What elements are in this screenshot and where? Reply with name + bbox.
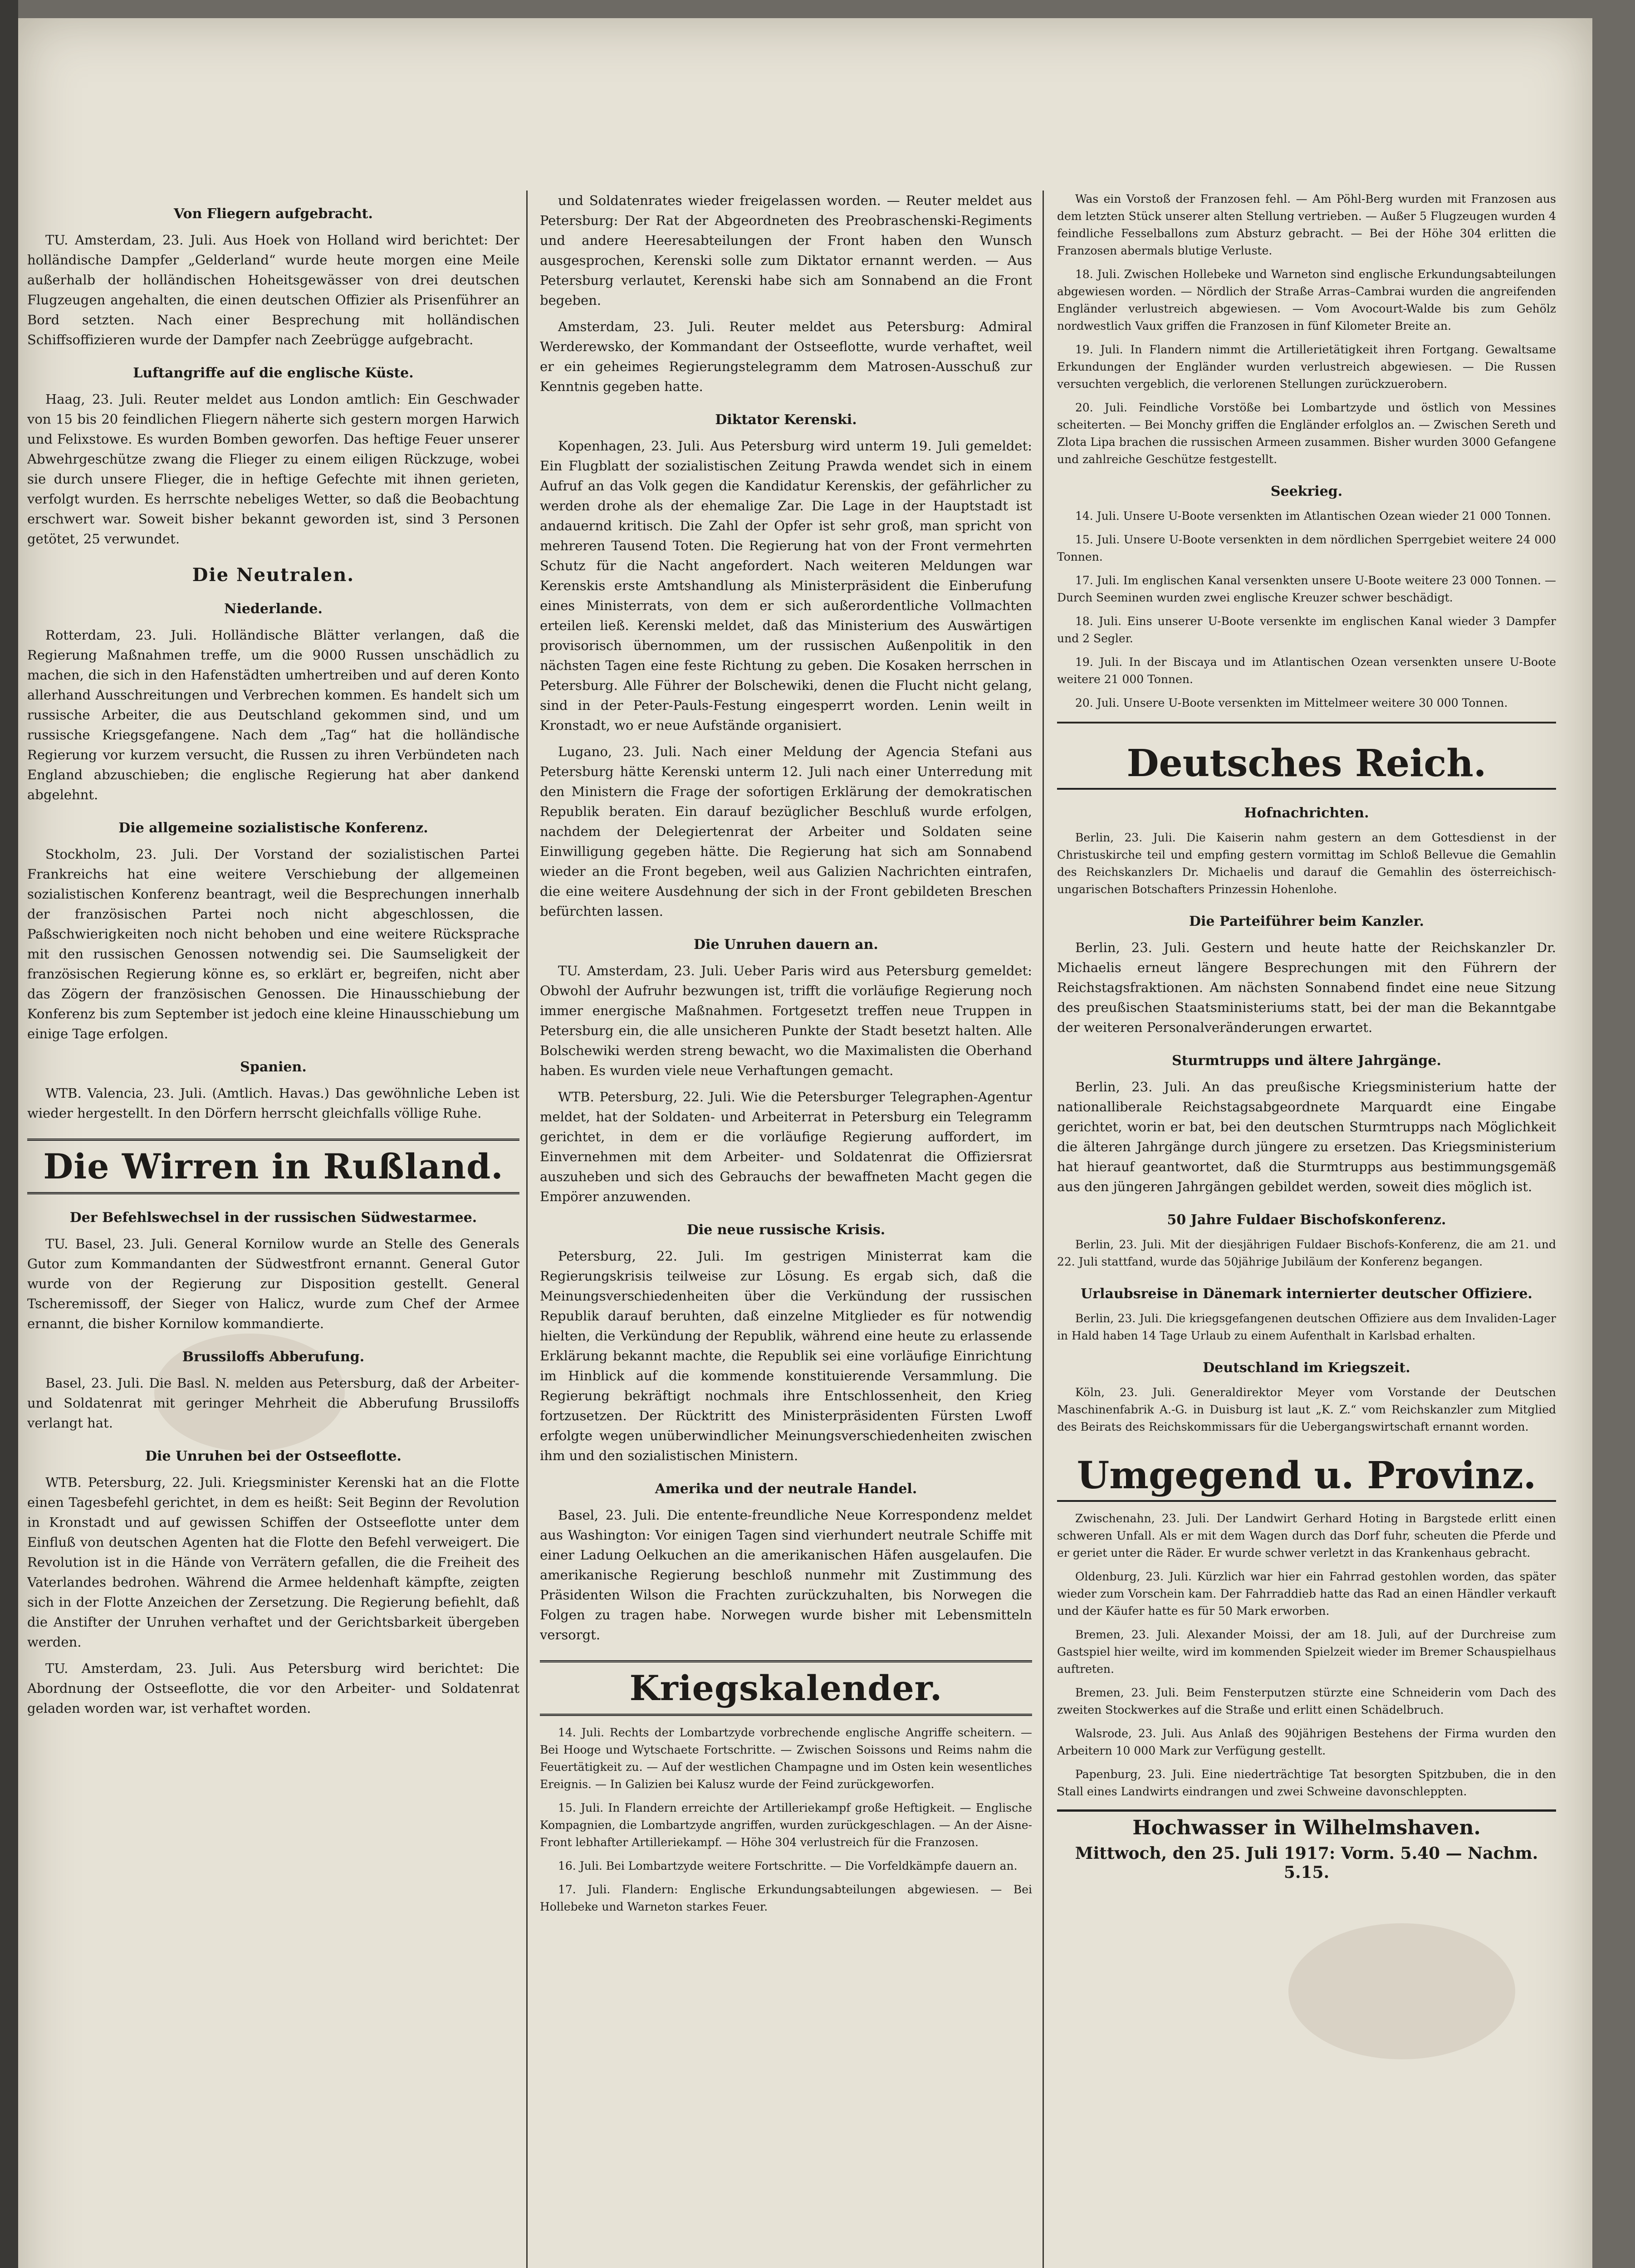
calendar-entry: Was ein Vorstoß der Franzosen fehl. — Am Pöhl-Berg wurden mit Franzosen aus dem letzten Stück unserer alten Stellung vertrieben. — Außer 5 Flugzeugen wurden 4 feindliche Fesselballons zum Absturz gebracht. — Bei der Höhe 304 erlitten die Franzosen abermals blutige Verluste.: [1057, 192, 1556, 257]
column-rule-1: [526, 191, 528, 2268]
heading-brussiloff: Brussiloffs Abberufung.: [182, 1349, 365, 1365]
article-text: TU. Basel, 23. Juli. General Kornilow wurde an Stelle des Generals Gutor zum Kommandanten der Südwestfront ernannt. General Gutor wurde von der Regierung zur Disposition gestellt. General Tscheremissoff, der Sieger von Halicz, wurde zum Chef der Armee ernannt, die bisher Kornilow kommandierte.: [27, 1236, 519, 1331]
article-text: WTB. Petersburg, 22. Juli. Kriegsminister Kerenski hat an die Flotte einen Tagesbefehl gerichtet, in dem es heißt: Seit Beginn der Revolution in Kronstadt und auf gewissen Schiffen der Ostseeflotte unter dem Einfluß von deutschen Agenten hat die Flotte den Befehl verweigert. Die Revolution ist in die Hände von Verrätern gefallen, die die Freiheit des Vaterlandes bedrohen. Während die Armee heldenhaft kämpfte, zeigten sich in der Flotte Anzeichen der Zersetzung. Die Regierung befiehlt, daß die Anstifter der Unruhen verhaftet und der Gerichtsbarkeit übergeben werden.: [27, 1475, 519, 1650]
heading-seekrieg: Seekrieg.: [1270, 484, 1343, 499]
calendar-entry: 18. Juli. Eins unserer U-Boote versenkte im englischen Kanal wieder 3 Dampfer und 2 Segler.: [1057, 615, 1556, 645]
calendar-entry: 15. Juli. In Flandern erreichte der Artilleriekampf große Heftigkeit. — Englische Kompagnien, die Lombartzyde angriffen, wurden zurückgeschlagen. — An der Aisne-Front lebhafter Artilleriekampf. — Höhe 304 verlustreich für die Franzosen.: [540, 1801, 1032, 1849]
article-text: Basel, 23. Juli. Die Basl. N. melden aus Petersburg, daß der Arbeiter- und Soldatenrat mit geringer Mehrheit die Abberufung Brussiloffs verlangt hat.: [27, 1375, 519, 1431]
heading-sozialistische-konferenz: Die allgemeine sozialistische Konferenz.: [118, 820, 428, 836]
article-text: Berlin, 23. Juli. An das preußische Kriegsministerium hatte der nationalliberale Reichstagsabgeordnete Marquardt eine Eingabe gerichtet, worin er bat, bei den deutschen Sturmtrupps nach Möglichkeit die älteren Jahrgänge durch jüngere zu ersetzen. Das Kriegsministerium hat hierauf geantwortet, daß die Sturmtrupps aus bestimmungsgemäß aus den jüngeren Jahrgängen gebildet werden, soweit dies möglich ist.: [1057, 1079, 1556, 1194]
heading-parteifuehrer: Die Parteiführer beim Kanzler.: [1189, 914, 1424, 929]
article-text: Kopenhagen, 23. Juli. Aus Petersburg wird unterm 19. Juli gemeldet: Ein Flugblatt der sozialistischen Zeitung Prawda wendet sich in einem Aufruf an das Volk gegen die Kandidatur Kerenskis, der gefährlicher zu werden drohe als der ehemalige Zar. Die Lage in der Hauptstadt ist andauernd kritisch. Die Zahl der Opfer ist sehr groß, man spricht von mehreren Tausend Toten. Die Regierung hat von der Front vermehrten Schutz für die Nacht angefordert. Nach weiteren Meldungen war Kerenskis erste Amtshandlung als Ministerpräsident die Einberufung eines Ministerrats, von dem er sich außerordentliche Vollmachten erteilen ließ. Kerenski meldet, daß das Ministerium des Auswärtigen provisorisch übernommen, um der russischen Außenpolitik in den nächsten Tagen eine feste Richtung zu geben. Die Kosaken herrschen in Petersburg. Alle Führer der Bolschewiki, denen die Flucht nicht gelang, sind in der Peter-Pauls-Festung eingesperrt worden. Lenin weilt in Kronstadt, wo er neue Aufstände organisiert.: [540, 438, 1032, 733]
article-text: Papenburg, 23. Juli. Eine niederträchtige Tat besorgten Spitzbuben, die in den Stall eines Landwirts eindrangen und zwei Schweine davonschleppten.: [1057, 1768, 1556, 1798]
article-text: Berlin, 23. Juli. Mit der diesjährigen Fuldaer Bischofs-Konferenz, die am 21. und 22. Juli stattfand, wurde das 50jährige Jubiläum der Konferenz begangen.: [1057, 1238, 1556, 1268]
tide-times: Mittwoch, den 25. Juli 1917: Vorm. 5.40 — Nachm. 5.15.: [1075, 1844, 1538, 1882]
heading-unruhen-dauern-an: Die Unruhen dauern an.: [694, 937, 878, 953]
heading-bischofskonferenz: 50 Jahre Fuldaer Bischofskonferenz.: [1167, 1212, 1446, 1228]
scan-edge-strip: [0, 0, 18, 2268]
article-text: Stockholm, 23. Juli. Der Vorstand der sozialistischen Partei Frankreichs hat eine weitere Verschiebung der allgemeinen sozialistischen Konferenz beantragt, weil die Besprechungen innerhalb der französischen Partei noch nicht abgeschlossen, die Paßschwierigkeiten noch nicht behoben und eine weitere Rücksprache mit den russischen Genossen notwendig sei. Die Saumseligkeit der französischen Regierung könne es, so erklärt er, begreifen, nicht aber das Zögern der französischen Genossen. Die Hinausschiebung der Konferenz bis zum September ist jedoch eine kleine Hinausschiebung um einige Tage erfolgen.: [27, 846, 519, 1041]
calendar-entry: 19. Juli. In der Biscaya und im Atlantischen Ozean versenkten unsere U-Boote weitere 21 000 Tonnen.: [1057, 655, 1556, 686]
column-3: [1057, 191, 1556, 2268]
article-text: Petersburg, 22. Juli. Im gestrigen Ministerrat kam die Regierungskrisis teilweise zur Lösung. Es ergab sich, daß die Meinungsverschiedenheiten über die Verkündung der russischen Republik darauf beruhten, daß einzelne Mitglieder es für notwendig hielten, die Verkündung der Republik, während eine heute zu erlassende Erklärung bekannt machte, die Republik sei eine vorläufige Einrichtung im Hinblick auf die kommende konstituierende Versammlung. Die Regierung bekräftigt nochmals ihre Entschlossenheit, den Krieg fortzusetzen. Der Rücktritt des Ministerpräsidenten Fürsten Lwoff erfolgte wegen unüberwindlicher Meinungsverschiedenheiten zwischen ihm und den sozialistischen Ministern.: [540, 1248, 1032, 1463]
article-text: Zwischenahn, 23. Juli. Der Landwirt Gerhard Hoting in Bargstede erlitt einen schweren Unfall. Als er mit dem Wagen durch das Dorf fuhr, scheuten die Pferde und er geriet unter die Räder. Er wurde schwer verletzt in das Krankenhaus gebracht.: [1057, 1512, 1556, 1559]
heading-befehlswechsel: Der Befehlswechsel in der russischen Südwestarmee.: [69, 1210, 477, 1226]
column-1: [27, 191, 519, 2268]
heading-umgegend-provinz: Umgegend u. Provinz.: [1057, 1451, 1556, 1502]
heading-flieger: Von Fliegern aufgebracht.: [174, 206, 373, 222]
heading-deutsches-reich: Deutsches Reich.: [1057, 739, 1556, 790]
calendar-entry: 19. Juli. In Flandern nimmt die Artillerietätigkeit ihren Fortgang. Gewaltsame Erkundungen der Engländer wurden verlustreich abgewiesen. — Die Russen versuchten vergeblich, die verlorenen Stellungen zurückzuerobern.: [1057, 343, 1556, 391]
heading-kriegskalender: Kriegskalender.: [540, 1660, 1032, 1716]
calendar-entry: 20. Juli. Feindliche Vorstöße bei Lombartzyde und östlich von Messines scheiterten. — Bei Monchy griffen die Engländer erfolglos an. — Zwischen Sereth und Zlota Lipa brachen die russischen Armeen zusammen. Bisher wurden 3000 Gefangene und zahlreiche Geschütze festgestellt.: [1057, 401, 1556, 466]
calendar-entry: 14. Juli. Rechts der Lombartzyde vorbrechende englische Angriffe scheitern. — Bei Hooge und Wytschaete Fortschritte. — Zwischen Soissons und Reims nahm die Feuertätigkeit zu. — Auf der westlichen Champagne und im Osten kein wesentliches Ereignis. — In Galizien bei Kalusz wurde der Feind zurückgeworfen.: [540, 1726, 1032, 1791]
heading-hochwasser: Hochwasser in Wilhelmshaven.: [1057, 1809, 1556, 1839]
article-text: Oldenburg, 23. Juli. Kürzlich war hier ein Fahrrad gestohlen worden, das später wieder zum Vorschein kam. Der Fahrraddieb hatte das Rad an einen Händler verkauft und der Käufer hatte es für 50 Mark erworben.: [1057, 1570, 1556, 1618]
article-text: Rotterdam, 23. Juli. Holländische Blätter verlangen, daß die Regierung Maßnahmen treffe, um die 9000 Russen unschädlich zu machen, die sich in den Hafenstädten umhertreiben und auf deren Konto allerhand Ausschreitungen und Verbrechen kommen. Es handelt sich um russische Arbeiter, die aus Deutschland gekommen sind, und um russische Kriegsgefangene. Nach dem „Tag“ hat die holländische Regierung vor kurzem versucht, die Russen zu ihren Verbündeten nach England abzuschieben; die englische Regierung hat aber dankend abgelehnt.: [27, 627, 519, 802]
article-text: und Soldatenrates wieder freigelassen worden. — Reuter meldet aus Petersburg: Der Rat der Abgeordneten des Preobraschenski-Regiments und andere Heeresabteilungen der Front haben den Wunsch ausgesprochen, Kerenski solle zum Diktator ernannt werden. — Aus Petersburg verlautet, Kerenski habe sich am Sonnabend an die Front begeben.: [540, 193, 1032, 308]
article-text: Köln, 23. Juli. Generaldirektor Meyer vom Vorstande der Deutschen Maschinenfabrik A.-G. in Duisburg ist laut „K. Z.“ vom Reichskanzler zum Mitglied des Beirats des Reichskommissars für die Uebergangswirtschaft ernannt worden.: [1057, 1386, 1556, 1433]
column-rule-2: [1043, 191, 1044, 2268]
article-text: Basel, 23. Juli. Die entente-freundliche Neue Korrespondenz meldet aus Washington: Vor einigen Tagen sind vierhundert neutrale Schiffe mit einer Ladung Oelkuchen an die amerikanischen Häfen ausgelaufen. Die amerikanische Regierung beschloß nunmehr mit Zustimmung des Präsidenten Wilson die Frachten zurückzuhalten, bis Norwegen die Folgen zu tragen habe. Norwegen wurde bisher mit Lebensmitteln versorgt.: [540, 1507, 1032, 1642]
calendar-entry: 17. Juli. Im englischen Kanal versenkten unsere U-Boote weitere 23 000 Tonnen. — Durch Seeminen wurden zwei englische Kreuzer schwer beschädigt.: [1057, 574, 1556, 604]
heading-luftangriffe: Luftangriffe auf die englische Küste.: [133, 365, 414, 381]
article-text: TU. Amsterdam, 23. Juli. Ueber Paris wird aus Petersburg gemeldet: Obwohl der Aufruhr bezwungen ist, trifft die vorläufige Regierung noch immer energische Maßnahmen. Fortgesetzt treffen neue Truppen in Petersburg ein, die alle unsicheren Punkte der Stadt besetzt halten. Alle Bolschewiki werden streng bewacht, wo die Maximalisten die Oberhand haben. Es wurden viele neue Verhaftungen gemacht.: [540, 963, 1032, 1078]
article-text: TU. Amsterdam, 23. Juli. Aus Hoek von Holland wird berichtet: Der holländische Dampfer „Gelderland“ wurde heute morgen eine Meile außerhalb der holländischen Hoheitsgewässer von drei deutschen Flugzeugen angehalten, die einen deutschen Offizier als Prisenführer an Bord setzten. Nach einer Besprechung mit holländischen Schiffsoffizieren wurde der Dampfer nach Zeebrügge aufgebracht.: [27, 232, 519, 347]
article-text: Lugano, 23. Juli. Nach einer Meldung der Agencia Stefani aus Petersburg hätte Kerenski unterm 12. Juli nach einer Unterredung mit den Ministern die Frage der sofortigen Erklärung der demokratischen Republik beraten. Ein darauf bezüglicher Beschluß wurde erfolgen, nachdem der Delegiertenrat der Arbeiter und Soldaten seine Einwilligung gegeben hätte. Die Regierung hat sich am Sonnabend wieder an die Front begeben, weil aus Galizien Nachrichten eintrafen, die eine weitere Ausdehnung der sich in der Front gebildeten Breschen befürchten lassen.: [540, 744, 1032, 919]
newspaper-page: [18, 18, 1592, 2268]
heading-russische-krisis: Die neue russische Krisis.: [686, 1222, 886, 1238]
section-divider: [1057, 722, 1556, 723]
article-text: WTB. Valencia, 23. Juli. (Amtlich. Havas.) Das gewöhnliche Leben ist wieder hergestellt. In den Dörfern herrscht gleichfalls völlige Ruhe.: [27, 1085, 519, 1121]
calendar-entry: 16. Juli. Bei Lombartzyde weitere Fortschritte. — Die Vorfeldkämpfe dauern an.: [558, 1859, 1018, 1872]
article-text: TU. Amsterdam, 23. Juli. Aus Petersburg wird berichtet: Die Abordnung der Ostseeflotte, die vor den Arbeiter- und Soldatenrat geladen worden war, ist verhaftet worden.: [27, 1661, 519, 1716]
heading-ostseeflotte: Die Unruhen bei der Ostseeflotte.: [145, 1448, 401, 1464]
subheading-spanien: Spanien.: [240, 1059, 307, 1075]
article-text: Amsterdam, 23. Juli. Reuter meldet aus Petersburg: Admiral Werderewsko, der Kommandant der Ostseeflotte, wurde verhaftet, weil er ein geheimes Regierungstelegramm dem Matrosen-Ausschuß zur Kenntnis gegeben hatte.: [540, 319, 1032, 394]
article-text: WTB. Petersburg, 22. Juli. Wie die Petersburger Telegraphen-Agentur meldet, hat der Soldaten- und Arbeiterrat in Petersburg ein Telegramm gerichtet, in dem er die vorläufige Regierung auffordert, im Einvernehmen mit dem Arbeiter- und Soldatenrat die Offiziersrat auszuheben und sich des Gebrauchs der bewaffneten Macht gegen die Empörer anzuwenden.: [540, 1089, 1032, 1204]
article-text: Haag, 23. Juli. Reuter meldet aus London amtlich: Ein Geschwader von 15 bis 20 feindlichen Fliegern näherte sich gestern morgen Harwich und Felixstowe. Es wurden Bomben geworfen. Das heftige Feuer unserer Abwehrgeschütze zwang die Flieger zu einem eiligen Rückzuge, wobei sie durch unsere Flieger, die in heftige Gefechte mit ihnen gerieten, verfolgt wurden. Es herrschte nebeliges Wetter, so daß die Beobachtung erschwert war. Soweit bisher bekannt geworden ist, sind 3 Personen getötet, 25 verwundet.: [27, 391, 519, 547]
heading-wirren-russland: Die Wirren in Rußland.: [27, 1139, 519, 1194]
heading-diktator-kerenski: Diktator Kerenski.: [715, 412, 857, 428]
article-text: Berlin, 23. Juli. Die kriegsgefangenen deutschen Offiziere aus dem Invaliden-Lager in Hald haben 14 Tage Urlaub zu einem Aufenthalt in Karlsbad erhalten.: [1057, 1312, 1556, 1342]
heading-sturmtrupps: Sturmtrupps und ältere Jahrgänge.: [1172, 1053, 1441, 1069]
calendar-entry: 18. Juli. Zwischen Hollebeke und Warneton sind englische Erkundungsabteilungen abgewiesen worden. — Nördlich der Straße Arras–Cambrai wurden die angreifenden Engländer verlustreich abgewiesen. — Vom Avocourt-Walde bis zum Gehölz nordwestlich Vaux griffen die Franzosen in fünf Kilometer Breite an.: [1057, 268, 1556, 332]
calendar-entry: 17. Juli. Flandern: Englische Erkundungsabteilungen abgewiesen. — Bei Hollebeke und Warneton starkes Feuer.: [540, 1883, 1032, 1913]
calendar-entry: 20. Juli. Unsere U-Boote versenkten im Mittelmeer weitere 30 000 Tonnen.: [1075, 696, 1508, 709]
article-text: Bremen, 23. Juli. Beim Fensterputzen stürzte eine Schneiderin vom Dach des zweiten Stockwerkes auf die Straße und erlitt einen Schädelbruch.: [1057, 1686, 1556, 1716]
subheading-niederlande: Niederlande.: [224, 601, 323, 617]
subheading-hofnachrichten: Hofnachrichten.: [1244, 805, 1369, 821]
article-text: Berlin, 23. Juli. Gestern und heute hatte der Reichskanzler Dr. Michaelis erneut längere Besprechungen mit den Führern der Reichstagsfraktionen. Am nächsten Sonnabend findet eine neue Sitzung des preußischen Staatsministeriums statt, bei der man die Bekanntgabe der weiteren Personalveränderungen erwartet.: [1057, 940, 1556, 1035]
calendar-entry: 14. Juli. Unsere U-Boote versenkten im Atlantischen Ozean wieder 21 000 Tonnen.: [1075, 509, 1551, 523]
article-text: Bremen, 23. Juli. Alexander Moissi, der am 18. Juli, auf der Durchreise zum Gastspiel hier weilte, wird im kommenden Spielzeit wieder im Bremer Schauspielhaus auftreten.: [1057, 1628, 1556, 1676]
article-text: Berlin, 23. Juli. Die Kaiserin nahm gestern an dem Gottesdienst in der Christuskirche teil und empfing gestern vormittag im Schloß Bellevue die Gemahlin des Reichskanzlers Dr. Michaelis und darauf die Gemahlin des österreichisch-ungarischen Botschafters Prinzessin Hohenlohe.: [1057, 831, 1556, 896]
heading-kriegszeit: Deutschland im Kriegszeit.: [1203, 1360, 1410, 1376]
heading-neutralen: Die Neutralen.: [192, 564, 355, 586]
calendar-entry: 15. Juli. Unsere U-Boote versenkten in dem nördlichen Sperrgebiet weitere 24 000 Tonnen.: [1057, 533, 1556, 563]
heading-amerika-handel: Amerika und der neutrale Handel.: [655, 1481, 917, 1497]
article-text: Walsrode, 23. Juli. Aus Anlaß des 90jährigen Bestehens der Firma wurden den Arbeitern 10 000 Mark zur Verfügung gestellt.: [1057, 1727, 1556, 1757]
heading-urlaubsreise: Urlaubsreise in Dänemark internierter deutscher Offiziere.: [1081, 1286, 1532, 1302]
column-2: [540, 191, 1032, 2268]
